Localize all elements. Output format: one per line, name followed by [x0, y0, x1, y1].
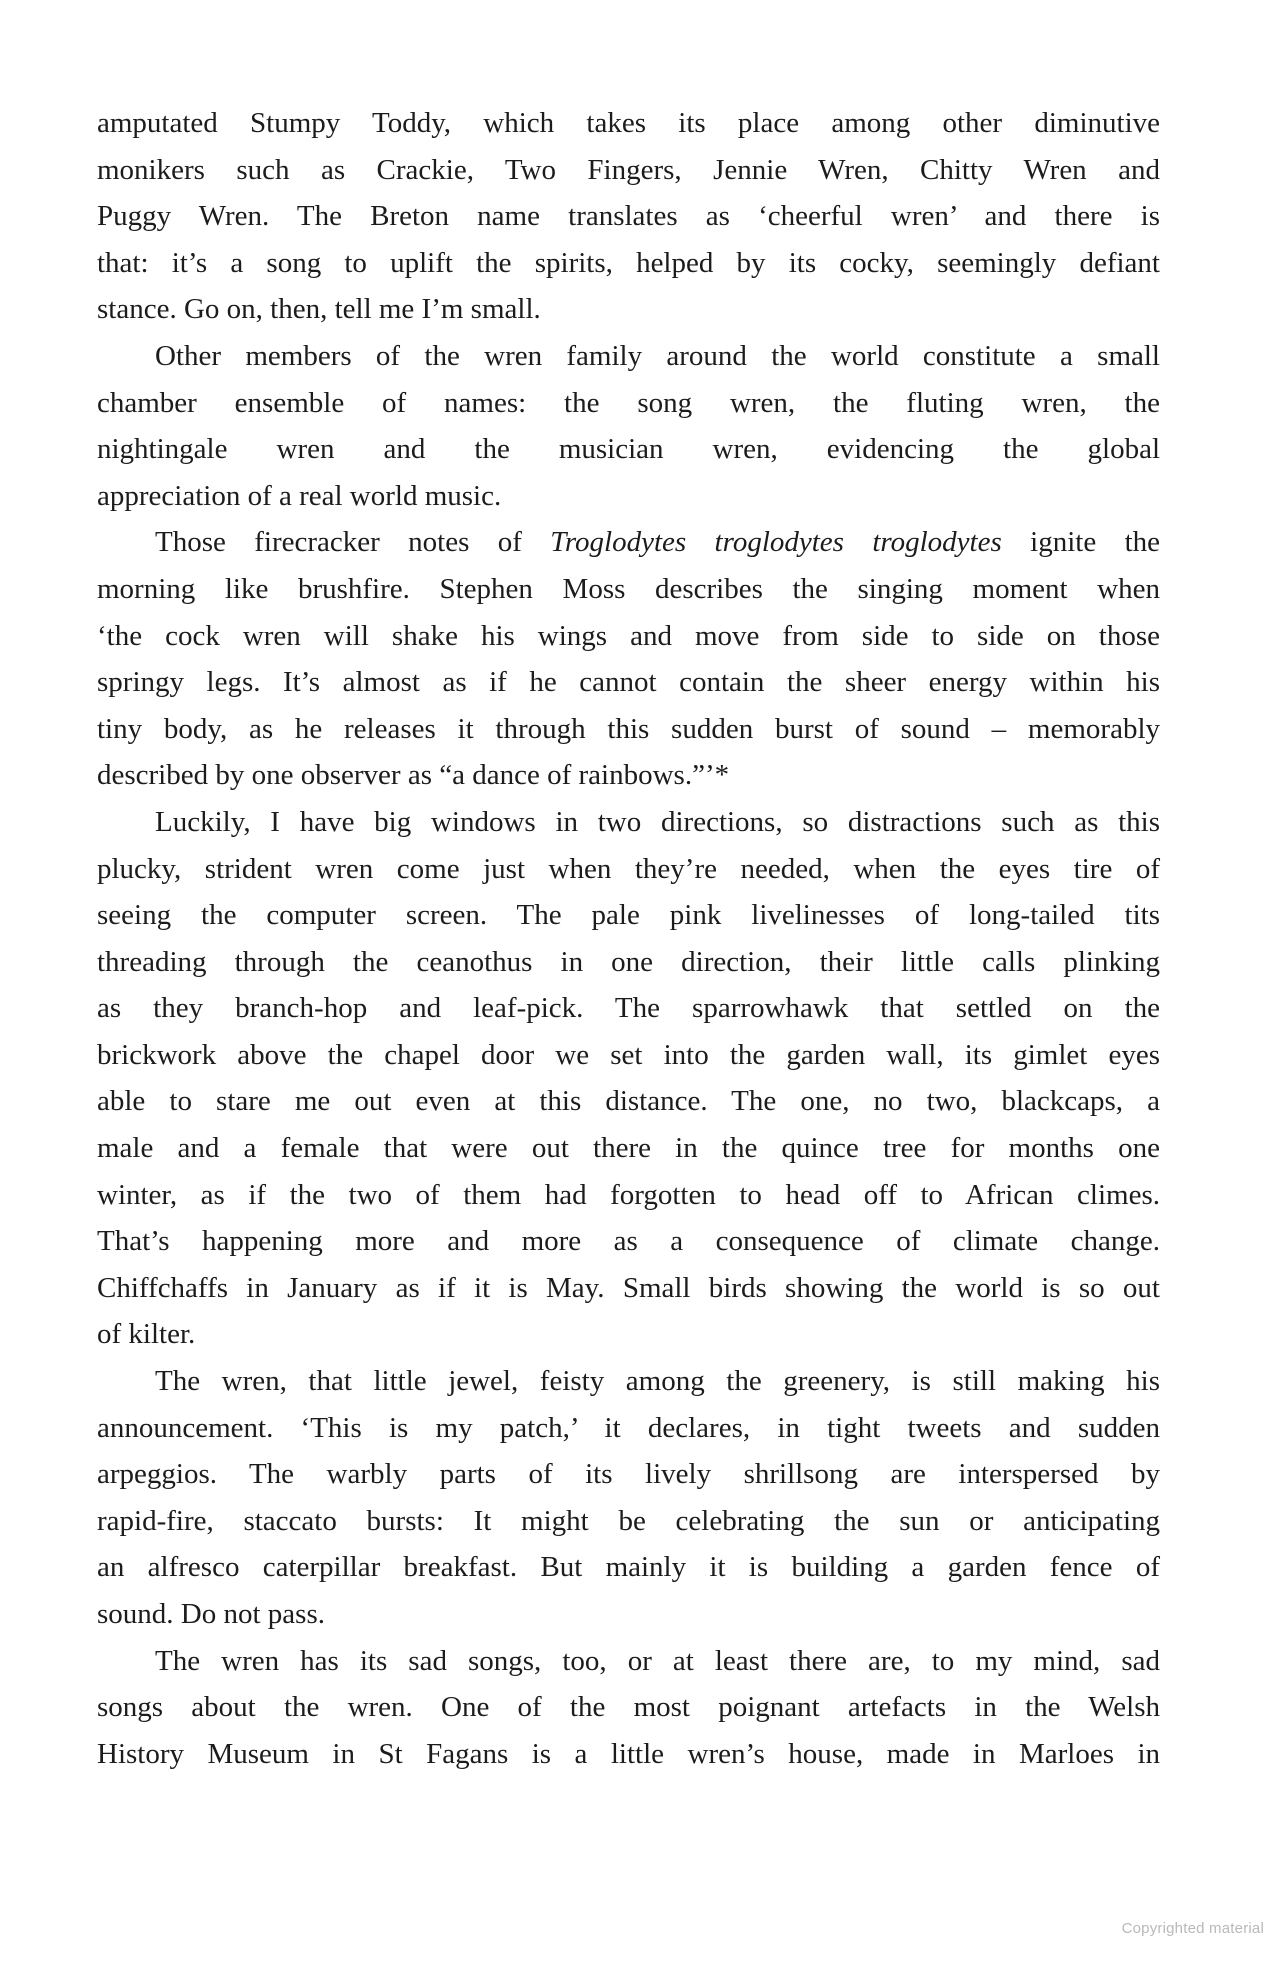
- text-line: threading through the ceanothus in one direction, their little calls plinking: [97, 945, 1160, 978]
- paragraph: [97, 519, 1160, 799]
- text-line: described by one observer as “a dance of rainbows.”’*: [97, 759, 730, 792]
- text-line: brickwork above the chapel door we set into the garden wall, its gimlet eyes: [97, 1038, 1160, 1071]
- text-segment: Those firecracker notes of: [155, 526, 551, 559]
- text-line: plucky, strident wren come just when they’re needed, when the eyes tire of: [97, 852, 1160, 885]
- text-line: ‘the cock wren will shake his wings and move from side to side on those: [97, 619, 1160, 652]
- text-line: appreciation of a real world music.: [97, 479, 502, 512]
- paragraph: [97, 333, 1160, 519]
- text-line: monikers such as Crackie, Two Fingers, Jennie Wren, Chitty Wren and: [97, 153, 1160, 186]
- text-line: sound. Do not pass.: [97, 1598, 325, 1630]
- text-line: The wren has its sad songs, too, or at least there are, to my mind, sad: [155, 1644, 1160, 1677]
- text-line: seeing the computer screen. The pale pink livelinesses of long-tailed tits: [97, 899, 1160, 932]
- text-line: The wren, that little jewel, feisty among the greenery, is still making his: [155, 1365, 1160, 1398]
- text-line: amputated Stumpy Toddy, which takes its place among other diminutive: [97, 107, 1160, 139]
- text-line: that: it’s a song to uplift the spirits, helped by its cocky, seemingly defiant: [97, 246, 1160, 279]
- paragraph: [97, 799, 1160, 1358]
- text-line: tiny body, as he releases it through this sudden burst of sound – memorably: [97, 712, 1160, 745]
- text-line: History Museum in St Fagans is a little wren’s house, made in Marloes in: [97, 1737, 1160, 1770]
- copyright-watermark: Copyrighted material: [1121, 1920, 1264, 1937]
- book-page: [97, 100, 1160, 1777]
- text-line: announcement. ‘This is my patch,’ it declares, in tight tweets and sudden: [97, 1411, 1160, 1444]
- text-line: Luckily, I have big windows in two directions, so distractions such as this: [155, 805, 1160, 838]
- text-line: Puggy Wren. The Breton name translates as ‘cheerful wren’ and there is: [97, 200, 1160, 233]
- text-line: Chiffchaffs in January as if it is May. Small birds showing the world is so out: [97, 1271, 1160, 1304]
- text-line: an alfresco caterpillar breakfast. But mainly it is building a garden fence of: [97, 1551, 1160, 1584]
- paragraph: [97, 1638, 1160, 1778]
- paragraph: [97, 100, 1160, 333]
- text-line: stance. Go on, then, tell me I’m small.: [97, 293, 541, 326]
- text-segment: ignite the: [1001, 526, 1160, 559]
- paragraph: [97, 1358, 1160, 1638]
- text-line: arpeggios. The warbly parts of its lively shrillsong are interspersed by: [97, 1458, 1160, 1491]
- text-line: morning like brushfire. Stephen Moss describes the singing moment when: [97, 572, 1160, 605]
- text-line: That’s happening more and more as a consequence of climate change.: [97, 1225, 1160, 1258]
- text-line: chamber ensemble of names: the song wren, the fluting wren, the: [97, 386, 1160, 419]
- text-line: winter, as if the two of them had forgotten to head off to African climes.: [97, 1178, 1160, 1211]
- text-line: nightingale wren and the musician wren, evidencing the global: [97, 433, 1160, 466]
- text-line: [97, 519, 1160, 566]
- text-line: songs about the wren. One of the most poignant artefacts in the Welsh: [97, 1691, 1160, 1724]
- latin-species-name: Troglodytes troglodytes troglodytes: [550, 526, 1002, 559]
- text-line: male and a female that were out there in the quince tree for months one: [97, 1132, 1160, 1165]
- text-line: as they branch-hop and leaf-pick. The sparrowhawk that settled on the: [97, 992, 1160, 1025]
- text-line: rapid-fire, staccato bursts: It might be celebrating the sun or anticipating: [97, 1504, 1160, 1537]
- text-line: of kilter.: [97, 1318, 196, 1351]
- text-line: springy legs. It’s almost as if he cannot contain the sheer energy within his: [97, 666, 1160, 699]
- text-line: able to stare me out even at this distance. The one, no two, blackcaps, a: [97, 1085, 1160, 1118]
- text-line: Other members of the wren family around the world constitute a small: [155, 339, 1160, 372]
